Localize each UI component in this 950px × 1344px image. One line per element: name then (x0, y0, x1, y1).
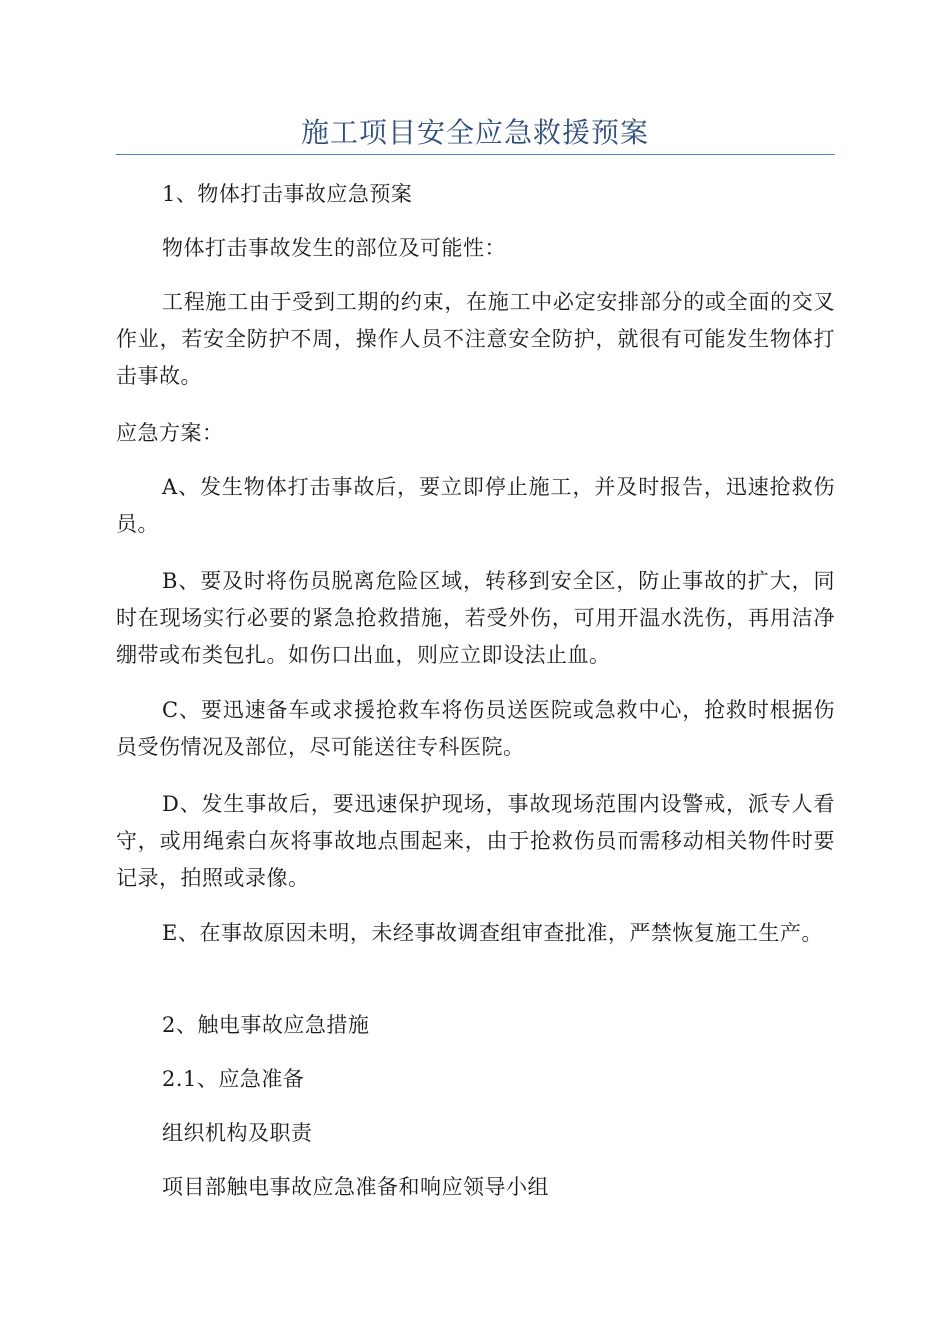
document-title: 施工项目安全应急救援预案 (300, 116, 649, 149)
paragraph-item-c: C、要迅速备车或求援抢救车将伤员送医院或急救中心，抢救时根据伤员受伤情况及部位，尽可能送往专科医院。 (116, 698, 835, 759)
section-heading-1: 1、物体打击事故应急预案 (162, 182, 413, 206)
paragraph-item-a: A、发生物体打击事故后，要立即停止施工，并及时报告，迅速抢救伤员。 (116, 475, 835, 536)
title-underline (116, 154, 835, 155)
paragraph-subheading: 项目部触电事故应急准备和响应领导小组 (162, 1175, 549, 1199)
paragraph-item-b: B、要及时将伤员脱离危险区域，转移到安全区，防止事故的扩大，同时在现场实行必要的紧急抢救措施，若受外伤，可用开温水洗伤，再用洁净绷带或布类包扎。如伤口出血，则应立即设法止血。 (116, 569, 835, 667)
paragraph-subheading: 组织机构及职责 (162, 1121, 313, 1145)
paragraph-body: 工程施工由于受到工期的约束，在施工中必定安排部分的或全面的交叉作业，若安全防护不周，操作人员不注意安全防护，就很有可能发生物体打击事故。 (116, 290, 835, 388)
section-heading-2: 2、触电事故应急措施 (162, 1013, 370, 1037)
paragraph-item-d: D、发生事故后，要迅速保护现场，事故现场范围内设警戒，派专人看守，或用绳索白灰将事故地点围起来，由于抢救伤员而需移动相关物件时要记录，拍照或录像。 (116, 792, 835, 890)
paragraph-subheading: 物体打击事故发生的部位及可能性： (162, 236, 506, 260)
subsection-heading: 2.1、应急准备 (162, 1067, 305, 1091)
paragraph-subheading: 应急方案： (116, 421, 224, 445)
paragraph-item-e: E、在事故原因未明，未经事故调查组审查批准，严禁恢复施工生产。 (162, 921, 823, 945)
